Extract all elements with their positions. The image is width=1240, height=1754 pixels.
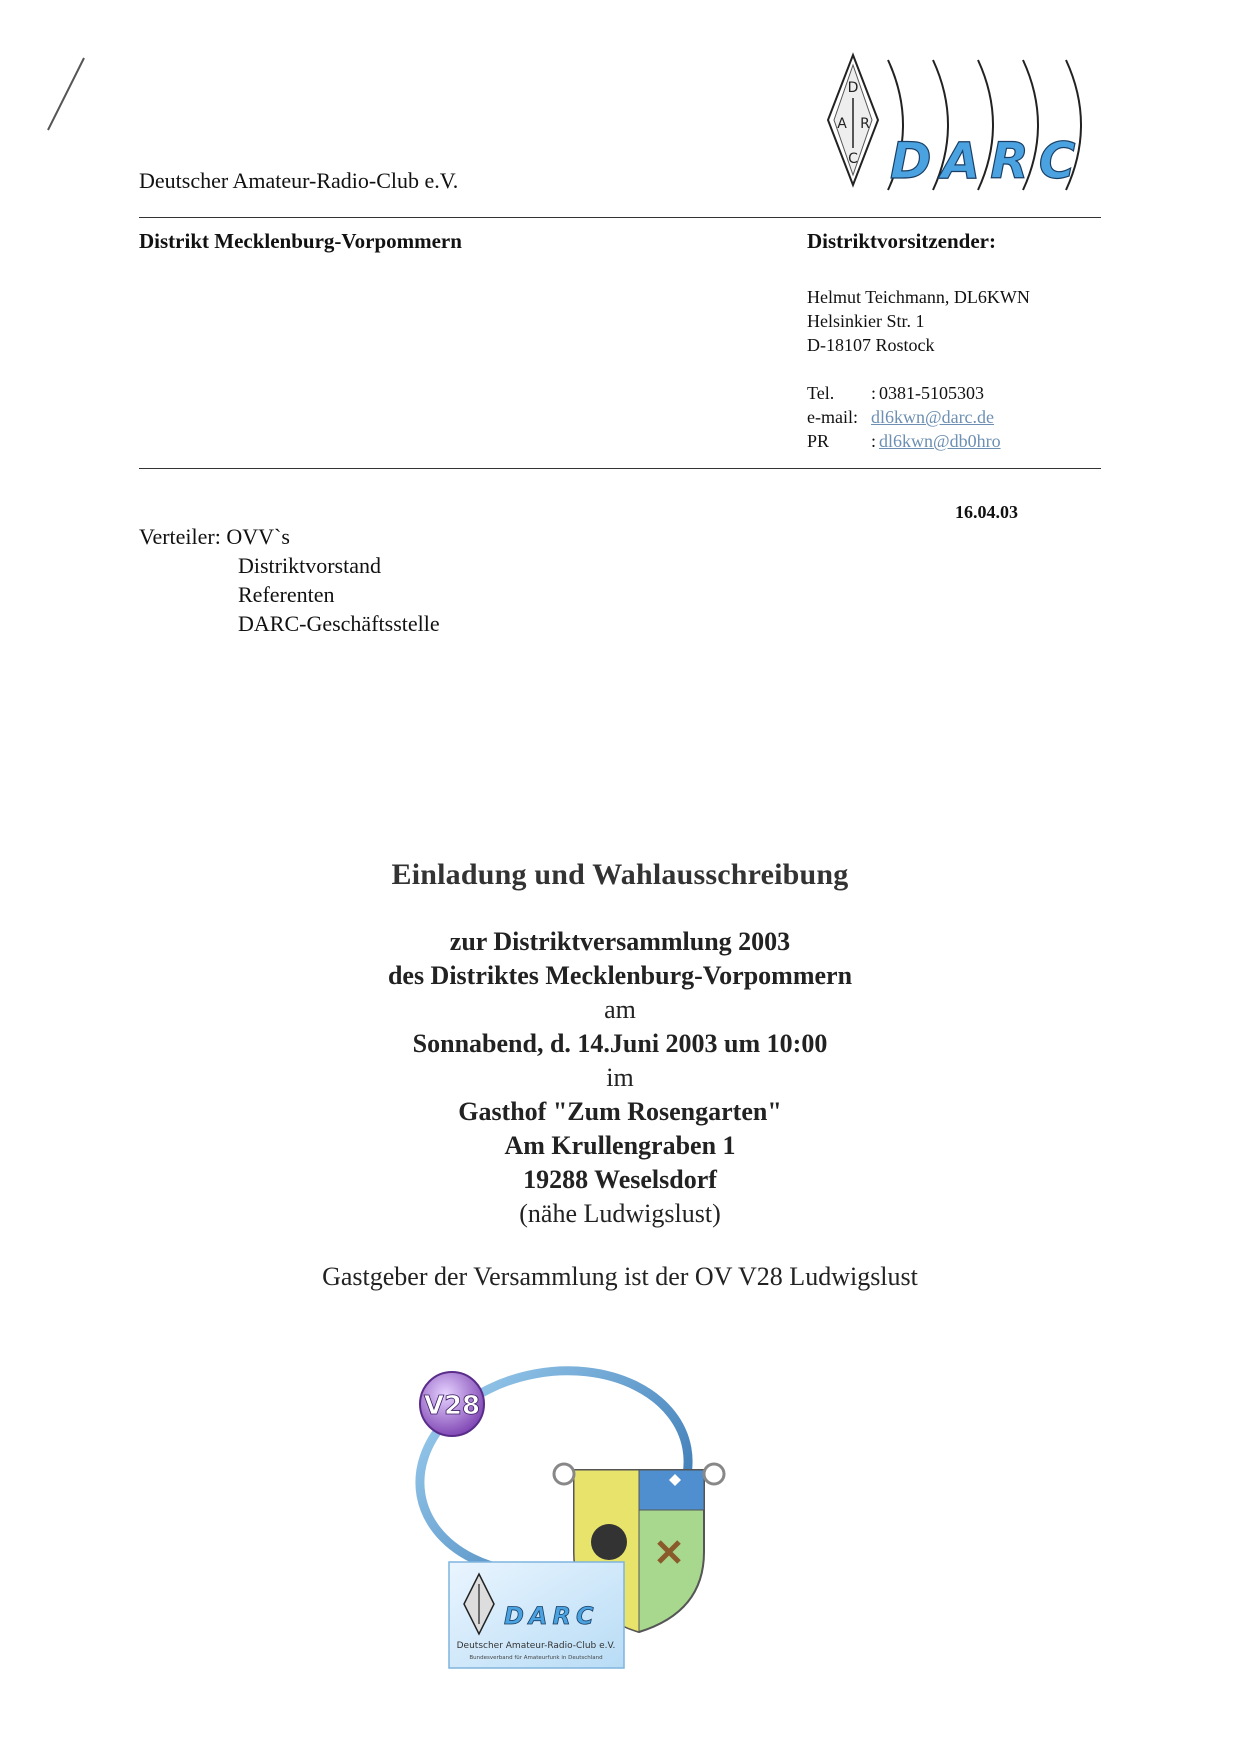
detail-line: am [604,995,636,1024]
pr-row [807,429,1001,453]
email-label: e-mail: [807,407,858,427]
detail-street-line: Am Krullengraben 1 [504,1131,736,1160]
header-rule [139,217,1101,218]
invitation-headline: Einladung und Wahlausschreibung [391,858,849,891]
letter-date: 16.04.03 [955,502,1018,522]
pr-link[interactable]: dl6kwn@db0hro [879,431,1001,451]
chair-city: D-18107 Rostock [807,335,935,355]
pr-label: PR [807,431,830,451]
darc-card-caption: Deutscher Amateur-Radio-Club e.V. [456,1641,616,1651]
distribution-label-text: Verteiler: [139,524,221,549]
detail-city-line: 19288 Weselsdorf [523,1165,717,1194]
email-row [807,405,1001,429]
darc-logo [808,50,1088,200]
org-name: Deutscher Amateur-Radio-Club e.V. [139,168,459,193]
diamond-letter-r: R [860,116,870,132]
diamond-letter-d: D [847,80,859,96]
chair-title: Distriktvorsitzender: [807,229,996,253]
chair-street: Helsinkier Str. 1 [807,311,925,331]
chair-name: Helmut Teichmann, DL6KWN [807,287,1030,307]
detail-line: zur Distriktversammlung 2003 [449,927,791,956]
invitation-details [0,925,1240,1231]
diamond-letter-a: A [837,116,847,132]
email-link[interactable]: dl6kwn@darc.de [871,407,995,427]
tel-row [807,381,1001,405]
v28-badge-text: V28 [423,1391,481,1421]
detail-line: (nähe Ludwigslust) [519,1199,721,1228]
detail-line: im [606,1063,634,1092]
distribution-item: Distriktvorstand [238,553,381,578]
distribution-item: OVV`s [226,524,290,549]
tel-label: Tel. [807,383,835,403]
darc-diamond-icon [828,55,878,185]
distribution-item: DARC-Geschäftsstelle [238,611,440,636]
host-line: Gastgeber der Versammlung ist der OV V28 Ludwigslust [322,1262,918,1291]
detail-date-line: Sonnabend, d. 14.Juni 2003 um 10:00 [412,1029,828,1058]
detail-line: des Distriktes Mecklenburg-Vorpommern [387,961,853,990]
darc-logo-text: DARC [890,132,1086,190]
pr-separator: : [871,431,877,451]
chair-contact [807,381,1001,453]
distribution-item: Referenten [238,582,335,607]
darc-card-subcaption: Bundesverband für Amateurfunk in Deutschland [469,1655,603,1661]
diamond-letter-c: C [848,151,858,167]
pencil-mark [36,50,96,140]
tel-value: 0381-5105303 [879,383,984,403]
district-name: Distrikt Mecklenburg-Vorpommern [139,229,462,253]
v28-logo [404,1352,744,1672]
distribution-label [139,524,290,550]
tel-separator: : [871,383,877,403]
detail-venue-line: Gasthof "Zum Rosengarten" [458,1097,782,1126]
section-rule [139,468,1101,469]
chair-address [807,285,1030,357]
darc-card-text: DARC [504,1602,599,1630]
